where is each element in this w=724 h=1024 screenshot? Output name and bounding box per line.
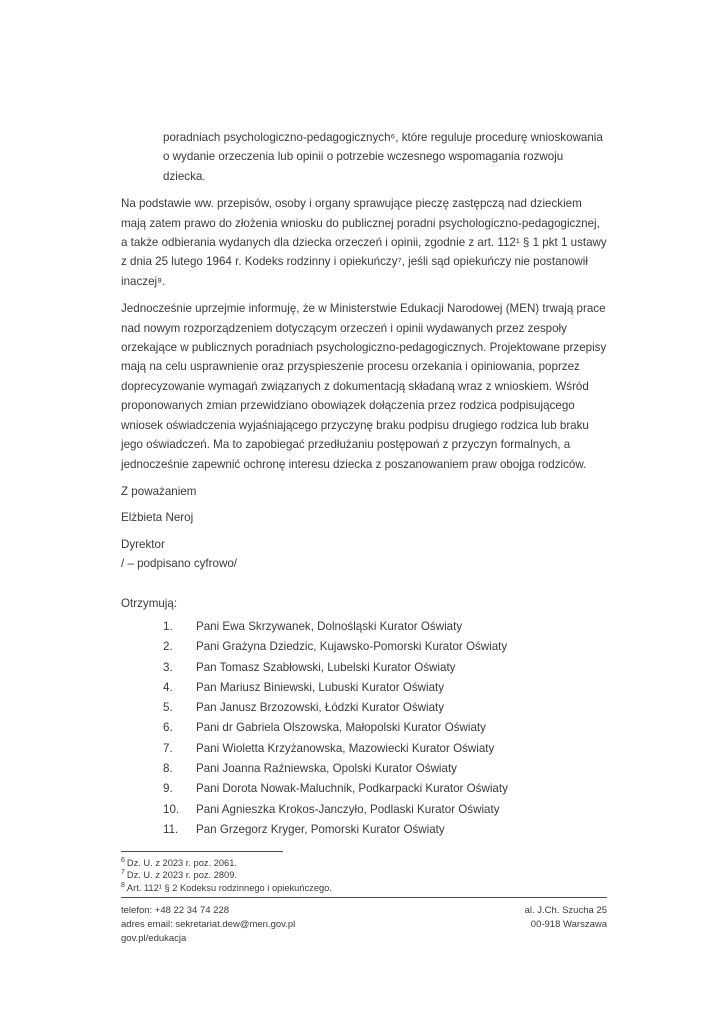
paragraph-legal-basis: Na podstawie ww. przepisów, osoby i organy sprawujące pieczę zastępczą nad dzieckiem mają zatem prawo do złożenia wniosku do publicznej poradni psychologiczno-pedagogicznej, a także odbierania wydanych dla dziecka orzeczeń i opinii, zgodnie z art. 112¹ § 1 pkt 1 ustawy z dnia 25 lutego 1964 r. Kodeks rodzinny i opiekuńczy⁷, jeśli sąd opiekuńczy nie postanowił inaczej⁸. bbox=[121, 197, 607, 288]
list-item-number: 7. bbox=[163, 741, 173, 755]
continuation-paragraph: poradniach psychologiczno-pedagogicznych⁶, które reguluje procedurę wnioskowania o wydanie orzeczenia lub opinii o potrzebie wczesnego wspomagania rozwoju dziecka. bbox=[163, 131, 603, 183]
signer-title: Dyrektor bbox=[121, 537, 165, 551]
list-item-text: Pani Agnieszka Krokos-Janczyło, Podlaski Kurator Oświaty bbox=[196, 802, 500, 816]
footnote-marker: 8 bbox=[121, 881, 125, 889]
list-item bbox=[121, 759, 607, 779]
footer-address-block bbox=[525, 904, 607, 946]
list-item bbox=[121, 779, 607, 799]
list-item bbox=[121, 800, 607, 820]
list-item bbox=[121, 658, 607, 678]
recipients-heading: Otrzymują: bbox=[121, 596, 178, 610]
list-item-text: Pani Dorota Nowak-Maluchnik, Podkarpacki Kurator Oświaty bbox=[196, 782, 508, 796]
list-item-number: 5. bbox=[163, 701, 173, 715]
list-item bbox=[121, 617, 607, 637]
list-item-text: Pan Tomasz Szabłowski, Lubelski Kurator Oświaty bbox=[196, 660, 456, 674]
list-item-number: 10. bbox=[163, 802, 180, 816]
list-item-number: 4. bbox=[163, 680, 173, 694]
list-item-text: Pan Janusz Brzozowski, Łódzki Kurator Oświaty bbox=[196, 701, 445, 715]
list-item-text: Pan Grzegorz Kryger, Pomorski Kurator Oświaty bbox=[196, 822, 445, 836]
list-item-number: 1. bbox=[163, 619, 173, 633]
list-item-number: 11. bbox=[163, 822, 179, 836]
signer-title-block bbox=[121, 535, 607, 574]
page-footer bbox=[121, 897, 607, 946]
list-item-number: 3. bbox=[163, 660, 173, 674]
list-item-text: Pani Joanna Raźniewska, Opolski Kurator Oświaty bbox=[196, 762, 457, 776]
list-item-number: 2. bbox=[163, 640, 173, 654]
footnote-marker: 6 bbox=[121, 856, 125, 864]
footnote bbox=[121, 882, 607, 894]
list-item-text: Pani dr Gabriela Olszowska, Małopolski Kurator Oświaty bbox=[196, 721, 486, 735]
list-item-text: Pani Wioletta Krzyżanowska, Mazowiecki Kurator Oświaty bbox=[196, 741, 495, 755]
footnote-separator-line bbox=[121, 851, 283, 852]
footnote-text: Dz. U. z 2023 r. poz. 2809. bbox=[126, 870, 237, 881]
letter-body bbox=[121, 128, 607, 840]
list-item bbox=[121, 739, 607, 759]
footer-contact-block bbox=[121, 904, 295, 946]
list-item-text: Pani Grażyna Dziedzic, Kujawsko-Pomorski Kurator Oświaty bbox=[196, 640, 508, 654]
footer-city: 00-918 Warszawa bbox=[530, 919, 607, 930]
footer-email: adres email: sekretariat.dew@men.gov.pl bbox=[121, 919, 296, 930]
footnote-text: Art. 112¹ § 2 Kodeksu rodzinnego i opiekuńczego. bbox=[126, 882, 332, 893]
footnote bbox=[121, 857, 607, 869]
footnotes-section bbox=[121, 851, 607, 894]
footnote-marker: 7 bbox=[121, 869, 125, 877]
signer-name: Elżbieta Neroj bbox=[121, 511, 194, 525]
footnote bbox=[121, 869, 607, 881]
list-item-number: 8. bbox=[163, 762, 173, 776]
list-item-number: 9. bbox=[163, 782, 173, 796]
list-item bbox=[121, 820, 607, 840]
footer-phone: telefon: +48 22 34 74 228 bbox=[121, 905, 230, 916]
list-item bbox=[121, 678, 607, 698]
list-item-number: 6. bbox=[163, 721, 173, 735]
footnotes-list bbox=[121, 857, 607, 894]
list-item-text: Pan Mariusz Biniewski, Lubuski Kurator Oświaty bbox=[196, 680, 445, 694]
footnote-text: Dz. U. z 2023 r. poz. 2061. bbox=[126, 858, 237, 868]
list-item-text: Pani Ewa Skrzywanek, Dolnośląski Kurator Oświaty bbox=[196, 619, 463, 633]
digital-signature-note: / – podpisano cyfrowo/ bbox=[121, 557, 238, 571]
list-item bbox=[121, 637, 607, 657]
list-item bbox=[121, 718, 607, 738]
list-item bbox=[121, 698, 607, 718]
paragraph-men-regulation-info: Jednocześnie uprzejmie informuję, że w Ministerstwie Edukacji Narodowej (MEN) trwają prace nad nowym rozporządzeniem dotyczącym orzeczeń i opinii wydawanych przez zespoły orzekające w publicznych poradniach psychologiczno-pedagogicznych. Projektowane przepisy mają na celu usprawnienie oraz przyspieszenie procesu orzekania i opiniowania, poprzez doprecyzowanie wymagań związanych z dokumentacją składaną wraz z wnioskiem. Wśród proponowanych zmian przewidziano obowiązek dołączenia przez rodzica podpisującego wniosek oświadczenia wyjaśniającego przyczynę braku podpisu drugiego rodzica lub braku jego oświadczeń. Ma to zapobiegać przedłużaniu postępowań z przyczyn formalnych, a jednocześnie zapewnić ochronę interesu dziecka z poszanowaniem praw obojga rodziców. bbox=[121, 302, 607, 471]
closing-salutation: Z poważaniem bbox=[121, 484, 197, 498]
recipients-list bbox=[121, 617, 607, 840]
footer-website: gov.pl/edukacja bbox=[121, 933, 187, 944]
footer-street: al. J.Ch. Szucha 25 bbox=[524, 905, 607, 916]
